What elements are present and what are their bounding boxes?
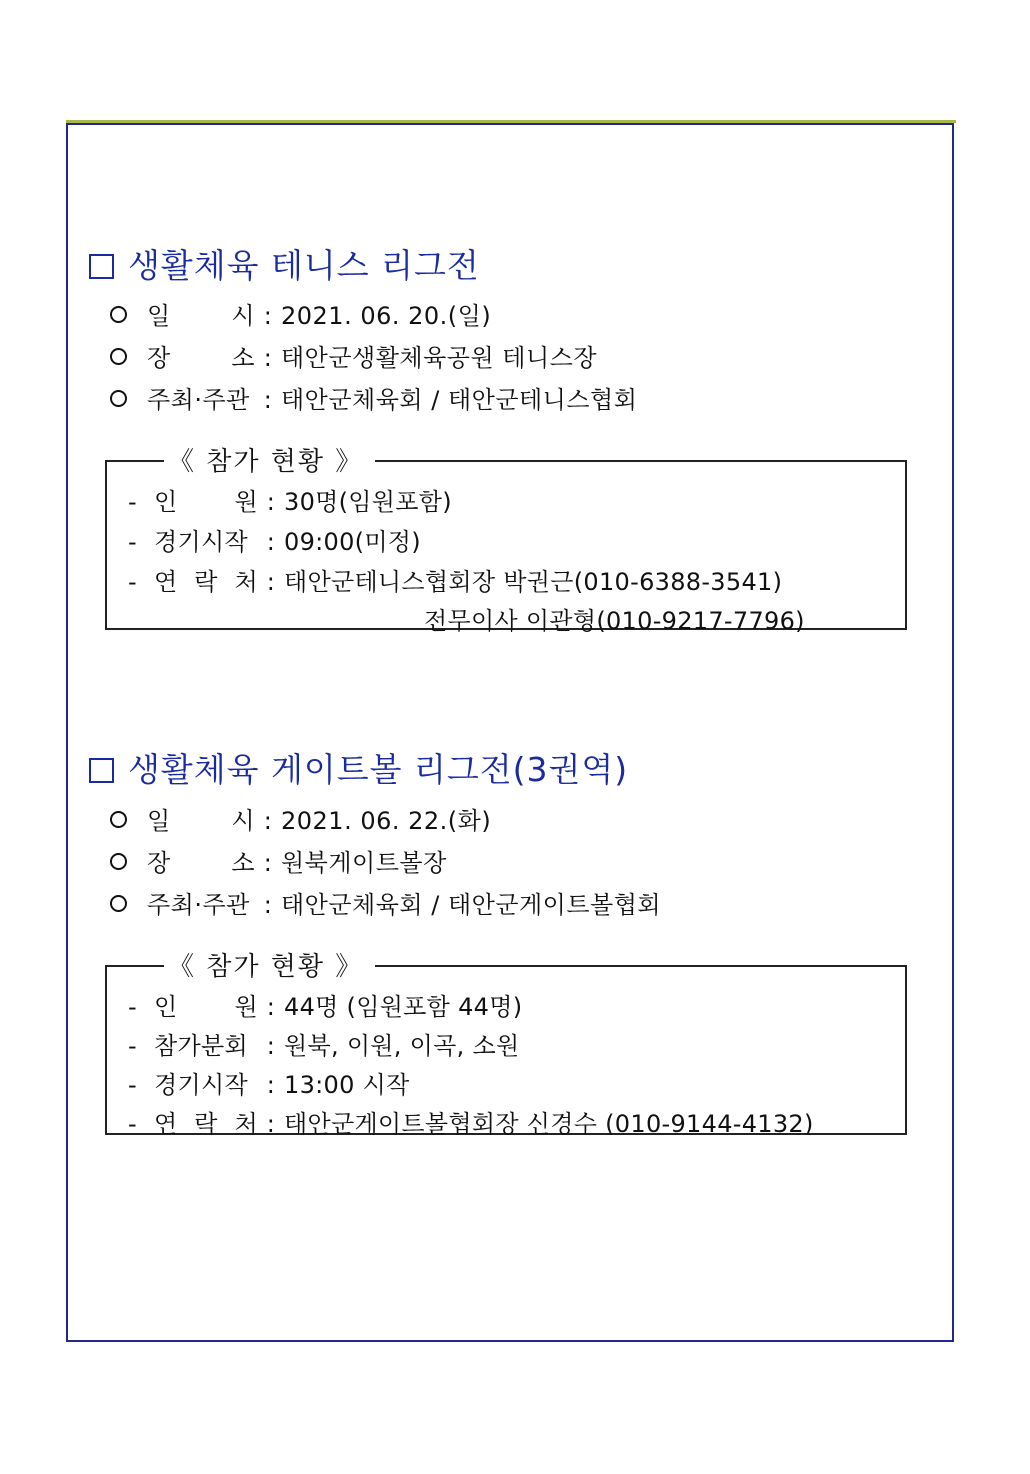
status-label: 경기시작	[154, 528, 248, 556]
info-host: 주최·주관 : 태안군체육회 / 태안군게이트볼협회	[110, 885, 661, 920]
info-value: 태안군체육회 / 태안군게이트볼협회	[281, 891, 662, 919]
status-value: 44명 (임원포함 44명)	[284, 993, 523, 1021]
info-value: 2021. 06. 22.(화)	[281, 807, 492, 835]
status-value: 09:00(미정)	[284, 528, 421, 556]
status-row: - 인 원 : 44명 (임원포함 44명)	[128, 987, 522, 1022]
status-row: - 경기시작 : 09:00(미정)	[128, 522, 421, 557]
status-label: 연 락 처	[154, 1110, 258, 1138]
info-value: 원북게이트볼장	[281, 849, 447, 877]
circle-bullet-icon	[110, 895, 127, 912]
participation-status-title: 《 참가 현황 》	[164, 441, 375, 478]
info-value: 2021. 06. 20.(일)	[281, 302, 492, 330]
info-date: 일 시 : 2021. 06. 20.(일)	[110, 296, 491, 331]
info-host: 주최·주관 : 태안군체육회 / 태안군테니스협회	[110, 380, 637, 415]
status-value: 전무이사 이관형(010-9217-7796)	[424, 607, 805, 635]
section-title-tennis	[89, 240, 480, 287]
circle-bullet-icon	[110, 306, 127, 323]
circle-bullet-icon	[110, 348, 127, 365]
status-row: - 인 원 : 30명(임원포함)	[128, 482, 452, 517]
status-label: 참가분회	[154, 1032, 248, 1060]
status-value: 원북, 이원, 이곡, 소원	[284, 1032, 520, 1060]
status-label: 연 락 처	[154, 568, 258, 596]
info-value: 태안군체육회 / 태안군테니스협회	[281, 386, 638, 414]
info-label: 일 시	[147, 302, 255, 330]
info-date: 일 시 : 2021. 06. 22.(화)	[110, 801, 491, 836]
circle-bullet-icon	[110, 853, 127, 870]
section-title-gateball	[89, 744, 628, 791]
status-row: - 연 락 처 : 태안군게이트볼협회장 신경수 (010-9144-4132)	[128, 1104, 814, 1139]
status-label: 경기시작	[154, 1071, 248, 1099]
circle-bullet-icon	[110, 390, 127, 407]
info-label: 일 시	[147, 807, 255, 835]
status-row: - 참가분회 : 원북, 이원, 이곡, 소원	[128, 1026, 519, 1061]
status-value: 13:00 시작	[284, 1071, 410, 1099]
status-row-continued	[424, 601, 805, 636]
info-label: 주최·주관	[147, 386, 250, 414]
status-value: 태안군게이트볼협회장 신경수 (010-9144-4132)	[284, 1110, 814, 1138]
info-label: 장 소	[147, 849, 255, 877]
info-label: 주최·주관	[147, 891, 250, 919]
info-label: 장 소	[147, 344, 255, 372]
circle-bullet-icon	[110, 811, 127, 828]
info-place: 장 소 : 원북게이트볼장	[110, 843, 447, 878]
status-value: 30명(임원포함)	[284, 488, 452, 516]
status-row: - 연 락 처 : 태안군테니스협회장 박권근(010-6388-3541)	[128, 562, 782, 597]
status-label: 인 원	[154, 488, 258, 516]
info-value: 태안군생활체육공원 테니스장	[281, 344, 598, 372]
square-bullet-icon	[89, 254, 114, 279]
status-value: 태안군테니스협회장 박권근(010-6388-3541)	[284, 568, 783, 596]
status-label: 인 원	[154, 993, 258, 1021]
section-title-text: 생활체육 게이트볼 리그전(3권역)	[128, 750, 629, 789]
section-title-text: 생활체육 테니스 리그전	[128, 246, 480, 285]
participation-status-title: 《 참가 현황 》	[164, 946, 375, 983]
info-place: 장 소 : 태안군생활체육공원 테니스장	[110, 338, 597, 373]
square-bullet-icon	[89, 758, 114, 783]
status-row: - 경기시작 : 13:00 시작	[128, 1065, 410, 1100]
